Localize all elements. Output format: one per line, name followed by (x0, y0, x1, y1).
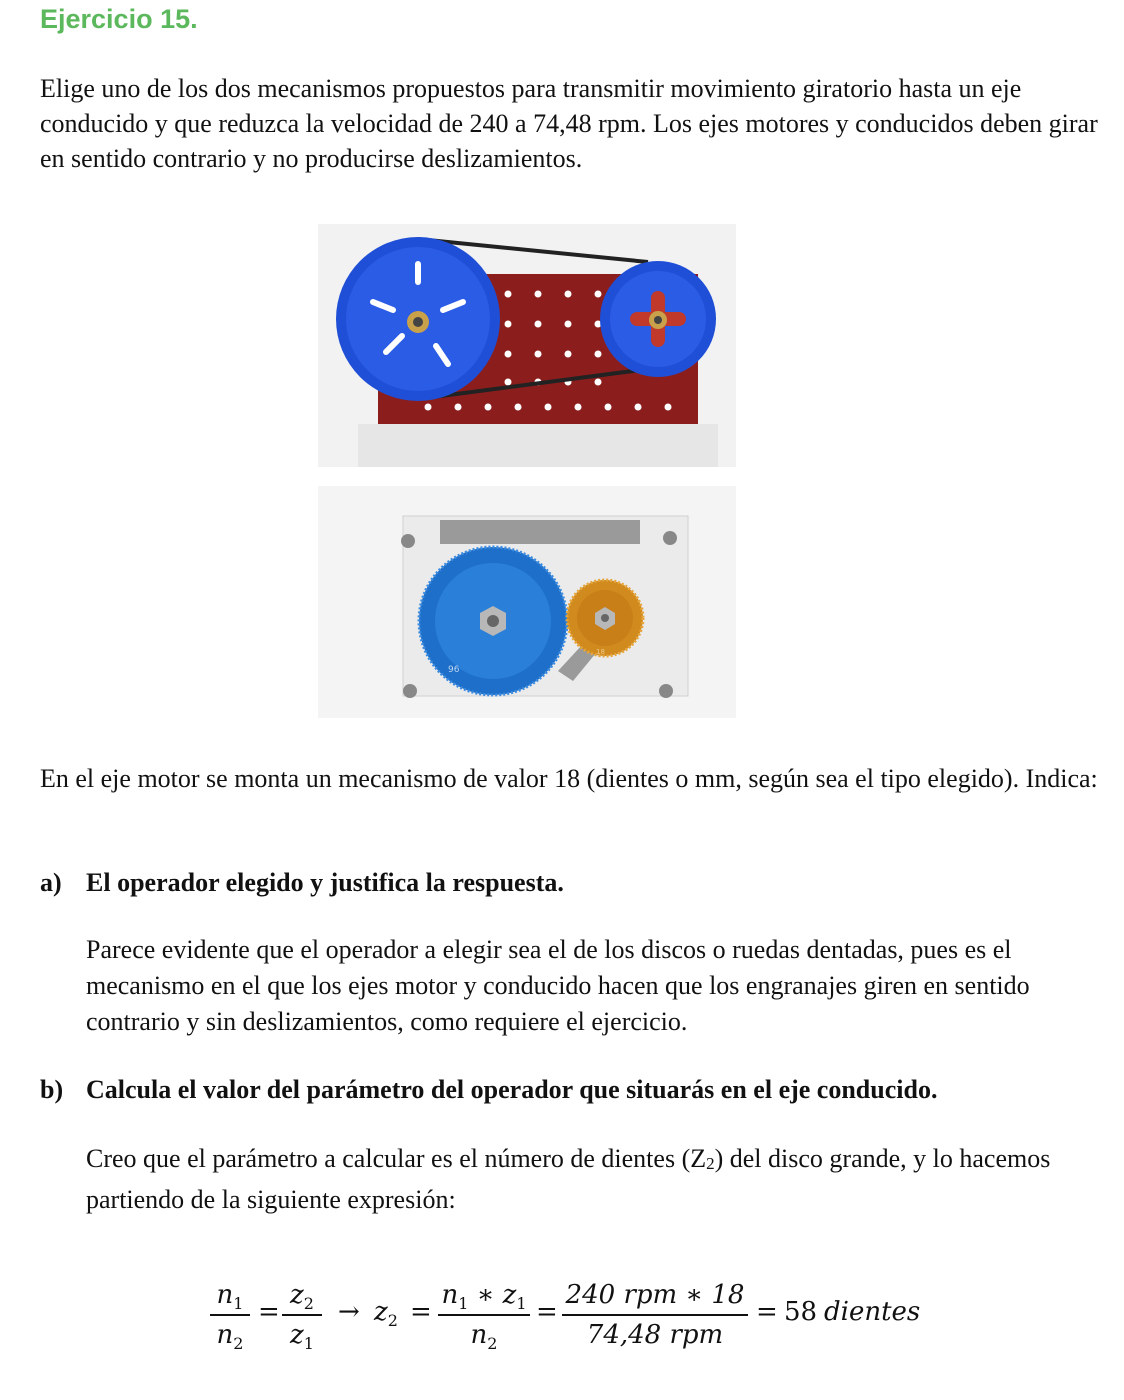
frac-n1-n2: $n_1$ $n_2$ (210, 1278, 250, 1352)
pulley-mechanism-image (318, 224, 736, 467)
gear-ratio-formula: $n_1$ $n_2$ = $z_2$ $z_1$ → $z_2$ = $n_1$ ∗ $z_1$ $n_2$ = 240 rpm ∗ 18 74,48 rpm = 58 dientes (210, 1270, 970, 1370)
frac-n1z1-n2: $n_1$ ∗ $z_1$ $n_2$ (438, 1278, 530, 1352)
gear-mechanism-image (318, 486, 736, 718)
part-b-title: Calcula el valor del parámetro del operador que situarás en el eje conducido. (86, 1075, 938, 1104)
part-a-title: El operador elegido y justifica la respuesta. (86, 868, 564, 897)
frac-z2-z1: $z_2$ $z_1$ (282, 1278, 322, 1352)
setup-paragraph: En el eje motor se monta un mecanismo de valor 18 (dientes o mm, según sea el tipo elegido). Indica: (40, 764, 1098, 793)
part-a-letter: a) (40, 868, 62, 897)
intro-paragraph: Elige uno de los dos mecanismos propuestos para transmitir movimiento giratorio hasta un eje conducido y que reduzca la velocidad de 240 a 74,48 rpm. Los ejes motores y conducidos deben girar en sentido contrario y no producirse deslizamientos. (40, 74, 1098, 173)
exercise-title: Ejercicio 15. (40, 4, 198, 34)
formula-unit: dientes (824, 1297, 921, 1327)
part-a-heading (40, 868, 564, 898)
part-b-heading (40, 1075, 937, 1105)
part-b-letter: b) (40, 1075, 64, 1104)
frac-values: 240 rpm ∗ 18 74,48 rpm (562, 1278, 748, 1352)
formula-result: 58 (784, 1297, 818, 1327)
part-b-answer: Creo que el parámetro a calcular es el número de dientes (Z2) del disco grande, y lo hacemos partiendo de la siguiente expresión: (86, 1144, 1051, 1214)
part-a-answer: Parece evidente que el operador a elegir sea el de los discos o ruedas dentadas, pues es el mecanismo en el que los ejes motor y conducido hacen que los engranajes giren en sentido contrario y sin deslizamientos, como requiere el ejercicio. (86, 935, 1030, 1036)
gear-large-label: 96 (448, 665, 460, 675)
gear-small-label: 18 (596, 648, 605, 656)
